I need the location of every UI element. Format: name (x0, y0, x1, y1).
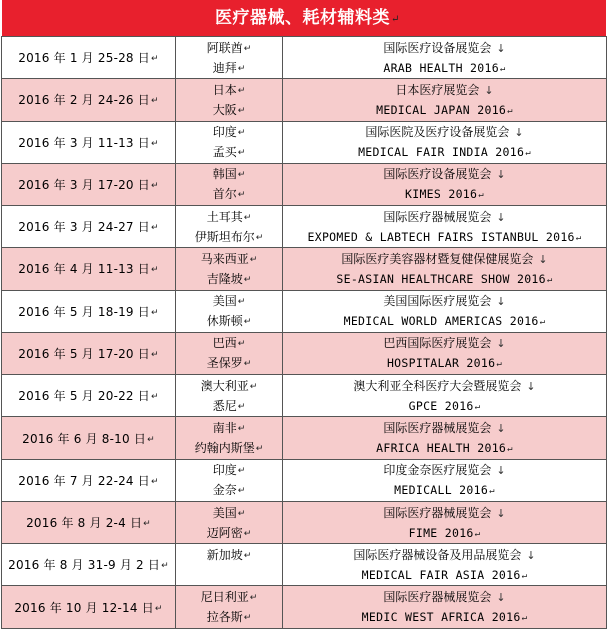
city-text: 金奈 (212, 483, 237, 498)
date-cell (2, 459, 176, 501)
line-break-mark: ↓ (496, 295, 506, 309)
exhibition-en-line (283, 142, 606, 162)
country-text: 南非 (212, 421, 237, 436)
location-cell (176, 332, 283, 374)
exhibition-cell (283, 501, 607, 543)
paragraph-mark: ↵ (489, 486, 495, 497)
exhibition-table (1, 36, 607, 629)
exhibition-cn-line (283, 587, 606, 607)
date-cell (2, 417, 176, 459)
exhibition-cell (283, 206, 607, 248)
exhibition-cn-text: 国际医疗器械展览会 (383, 505, 492, 520)
exhibition-en-line (283, 100, 606, 120)
location-cell (176, 206, 283, 248)
paragraph-mark: ↵ (150, 476, 159, 487)
exhibition-cell (283, 248, 607, 290)
exhibition-en-text: FIME 2016 (408, 525, 474, 540)
country-line (176, 545, 282, 565)
exhibition-cn-text: 国际医疗设备展览会 (383, 40, 492, 55)
country-line (176, 80, 282, 100)
exhibition-cn-line (283, 207, 606, 227)
exhibition-en-line (283, 184, 606, 204)
exhibition-cn-line (283, 333, 606, 353)
table-row (2, 375, 607, 417)
location-cell (176, 501, 283, 543)
exhibition-cn-line (283, 122, 606, 142)
paragraph-mark: ↵ (237, 128, 246, 139)
table-row (2, 248, 607, 290)
table-row (2, 206, 607, 248)
country-text: 印度 (212, 125, 237, 140)
city-line (176, 100, 282, 120)
date-cell (2, 37, 176, 79)
city-line (176, 311, 282, 331)
paragraph-mark: ↵ (249, 254, 258, 265)
exhibition-cn-text: 国际医院及医疗设备展览会 (365, 125, 510, 140)
line-break-mark: ↓ (514, 126, 524, 140)
city-text: 吉隆坡 (206, 271, 243, 286)
exhibition-cn-line (283, 291, 606, 311)
paragraph-mark: ↵ (154, 603, 163, 614)
date-text: 2016 年 1 月 25-28 日 (18, 51, 150, 66)
city-line (176, 396, 282, 416)
exhibition-cn-text: 国际医疗美容器材暨复健保健展览会 (341, 251, 534, 266)
city-line (176, 523, 282, 543)
paragraph-mark: ↵ (161, 561, 169, 572)
city-text: 悉尼 (212, 398, 237, 413)
paragraph-mark: ↵ (507, 444, 513, 455)
paragraph-mark: ↵ (143, 519, 151, 530)
paragraph-mark: ↵ (243, 317, 252, 328)
table-row (2, 290, 607, 332)
exhibition-cn-line (283, 418, 606, 438)
exhibition-cell (283, 586, 607, 628)
paragraph-mark: ↵ (147, 434, 155, 445)
date-text: 2016 年 5 月 20-22 日 (18, 389, 150, 404)
paragraph-mark: ↵ (255, 232, 264, 243)
line-break-mark: ↓ (496, 464, 506, 478)
country-line (176, 418, 282, 438)
exhibition-en-text: SE-ASIAN HEALTHCARE SHOW 2016 (336, 271, 546, 286)
table-row (2, 121, 607, 163)
table-row (2, 586, 607, 628)
exhibition-cell (283, 332, 607, 374)
exhibition-en-text: KIMES 2016 (405, 187, 478, 202)
country-line (176, 291, 282, 311)
line-break-mark: ↓ (496, 337, 506, 351)
paragraph-mark: ↵ (243, 274, 252, 285)
country-text: 美国 (212, 505, 237, 520)
paragraph-mark: ↵ (237, 508, 246, 519)
exhibition-en-text: EXPOMED & LABTECH FAIRS ISTANBUL 2016 (307, 229, 575, 244)
paragraph-mark: ↵ (237, 466, 246, 477)
exhibition-cn-text: 国际医疗器械展览会 (383, 590, 492, 605)
exhibition-en-text: MEDICAL FAIR ASIA 2016 (361, 567, 521, 582)
date-cell (2, 544, 176, 586)
city-text: 圣保罗 (206, 356, 243, 371)
line-break-mark: ↓ (484, 83, 494, 97)
country-text: 韩国 (212, 167, 237, 182)
exhibition-cn-line (283, 545, 606, 565)
date-text: 2016 年 5 月 18-19 日 (18, 304, 150, 319)
country-line (176, 376, 282, 396)
exhibition-en-text: MEDICAL FAIR INDIA 2016 (358, 145, 525, 160)
exhibition-en-text: MEDIC WEST AFRICA 2016 (361, 610, 521, 625)
paragraph-mark: ↵ (478, 190, 484, 201)
paragraph-mark: ↵ (243, 613, 252, 624)
exhibition-cn-line (283, 249, 606, 269)
location-cell (176, 121, 283, 163)
paragraph-mark: ↵ (150, 307, 159, 318)
location-cell (176, 544, 283, 586)
line-break-mark: ↓ (496, 168, 506, 182)
paragraph-mark: ↵ (237, 190, 246, 201)
exhibition-en-line (283, 523, 606, 543)
table-row (2, 501, 607, 543)
exhibition-cell (283, 290, 607, 332)
line-break-mark: ↓ (496, 506, 506, 520)
exhibition-en-text: GPCE 2016 (408, 398, 474, 413)
country-text: 日本 (212, 82, 237, 97)
table-row (2, 163, 607, 205)
table-row (2, 417, 607, 459)
paragraph-mark: ↵ (237, 105, 246, 116)
date-text: 2016 年 3 月 24-27 日 (18, 220, 150, 235)
exhibition-cn-line (283, 80, 606, 100)
country-line (176, 122, 282, 142)
city-text: 大阪 (212, 102, 237, 117)
paragraph-mark: ↵ (546, 274, 553, 285)
exhibition-cn-text: 国际医疗器械展览会 (383, 421, 492, 436)
date-text: 2016 年 10 月 12-14 日 (14, 600, 154, 615)
country-text: 巴西 (212, 336, 237, 351)
paragraph-mark: ↵ (507, 105, 513, 116)
paragraph-mark: ↵ (243, 550, 252, 561)
paragraph-mark: ↵ (237, 297, 246, 308)
exhibition-en-line (283, 480, 606, 500)
city-line (176, 142, 282, 162)
date-text: 2016 年 3 月 17-20 日 (18, 177, 150, 192)
paragraph-mark: ↵ (237, 424, 246, 435)
exhibition-cn-text: 国际医疗器械展览会 (383, 209, 492, 224)
date-cell (2, 121, 176, 163)
exhibition-en-line (283, 565, 606, 585)
country-text: 澳大利亚 (200, 378, 249, 393)
exhibition-cn-text: 国际医疗设备展览会 (383, 167, 492, 182)
location-cell (176, 417, 283, 459)
city-line (176, 607, 282, 627)
paragraph-mark: ↵ (243, 359, 252, 370)
date-text: 2016 年 3 月 11-13 日 (18, 135, 150, 150)
paragraph-mark: ↵ (249, 593, 258, 604)
exhibition-cn-text: 美国国际医疗展览会 (383, 294, 492, 309)
location-cell (176, 37, 283, 79)
location-cell (176, 163, 283, 205)
exhibition-en-text: ARAB HEALTH 2016 (383, 60, 499, 75)
city-text: 迪拜 (212, 60, 237, 75)
city-text: 休斯顿 (206, 314, 243, 329)
table-row (2, 332, 607, 374)
date-cell (2, 206, 176, 248)
exhibition-en-line (283, 227, 606, 247)
country-line (176, 207, 282, 227)
paragraph-mark: ↵ (150, 180, 159, 191)
country-text: 马来西亚 (200, 251, 249, 266)
paragraph-mark: ↵ (237, 486, 246, 497)
exhibition-en-text: MEDICAL WORLD AMERICAS 2016 (343, 314, 539, 329)
paragraph-mark: ↵ (496, 359, 503, 370)
paragraph-mark: ↵ (150, 392, 159, 403)
table-row (2, 79, 607, 121)
date-cell (2, 586, 176, 628)
city-line (176, 227, 282, 247)
exhibition-cell (283, 459, 607, 501)
paragraph-mark: ↵ (150, 349, 159, 360)
line-break-mark: ↓ (526, 548, 536, 562)
city-text: 迈阿密 (206, 525, 243, 540)
exhibition-en-text: HOSPITALAR 2016 (386, 356, 496, 371)
city-text: 约翰内斯堡 (194, 441, 255, 456)
date-text: 2016 年 5 月 17-20 日 (18, 346, 150, 361)
exhibition-en-text: MEDICALL 2016 (394, 483, 489, 498)
country-text: 新加坡 (206, 547, 243, 562)
date-text: 2016 年 8 月 31-9 月 2 日 (8, 558, 161, 573)
exhibition-en-line (283, 396, 606, 416)
exhibition-en-text: AFRICA HEALTH 2016 (376, 441, 507, 456)
date-cell (2, 290, 176, 332)
line-break-mark: ↓ (496, 591, 506, 605)
paragraph-mark: ↵ (499, 63, 506, 74)
date-cell (2, 332, 176, 374)
date-text: 2016 年 6 月 8-10 日 (22, 431, 147, 446)
city-line (176, 58, 282, 78)
paragraph-mark: ↵ (150, 138, 159, 149)
exhibition-cn-text: 国际医疗器械设备及用品展览会 (353, 547, 522, 562)
paragraph-mark: ↵ (474, 528, 481, 539)
paragraph-mark: ↵ (255, 444, 264, 455)
country-text: 印度 (212, 463, 237, 478)
paragraph-mark: ↵ (150, 96, 159, 107)
country-text: 土耳其 (206, 209, 243, 224)
city-text: 首尔 (212, 187, 237, 202)
country-line (176, 249, 282, 269)
paragraph-mark: ↵ (539, 317, 546, 328)
location-cell (176, 290, 283, 332)
line-break-mark: ↓ (538, 252, 548, 266)
country-text: 阿联酋 (206, 40, 243, 55)
country-text: 美国 (212, 294, 237, 309)
paragraph-mark: ↵ (474, 401, 481, 412)
paragraph-mark: ↵ (249, 381, 258, 392)
paragraph-mark: ↵ (575, 232, 582, 243)
paragraph-mark: ↵ (150, 265, 159, 276)
location-cell (176, 79, 283, 121)
date-cell (2, 79, 176, 121)
paragraph-mark: ↵ (243, 43, 252, 54)
table-row (2, 544, 607, 586)
city-line (176, 269, 282, 289)
paragraph-mark: ↵ (525, 148, 531, 159)
city-line (176, 353, 282, 373)
exhibition-cn-line (283, 376, 606, 396)
line-break-mark: ↓ (526, 379, 536, 393)
exhibition-cn-line (283, 164, 606, 184)
exhibition-en-line (283, 269, 606, 289)
exhibition-cell (283, 544, 607, 586)
paragraph-mark: ↵ (243, 212, 252, 223)
paragraph-mark: ↵ (237, 339, 246, 350)
country-line (176, 38, 282, 58)
paragraph-mark: ↵ (237, 170, 246, 181)
exhibition-en-line (283, 438, 606, 458)
country-line (176, 503, 282, 523)
exhibition-cell (283, 121, 607, 163)
city-line (176, 565, 282, 585)
exhibition-en-text: MEDICAL JAPAN 2016 (376, 102, 507, 117)
exhibition-cn-line (283, 38, 606, 58)
exhibition-en-line (283, 58, 606, 78)
date-cell (2, 375, 176, 417)
date-text: 2016 年 4 月 11-13 日 (18, 262, 150, 277)
city-text: 孟买 (212, 145, 237, 160)
table-row (2, 459, 607, 501)
line-break-mark: ↓ (496, 422, 506, 436)
country-line (176, 587, 282, 607)
paragraph-mark: ↵ (391, 14, 400, 25)
country-line (176, 333, 282, 353)
location-cell (176, 586, 283, 628)
paragraph-mark: ↵ (150, 223, 159, 234)
exhibition-cell (283, 79, 607, 121)
section-header (2, 0, 606, 36)
city-line (176, 184, 282, 204)
city-text: 伊斯坦布尔 (194, 229, 255, 244)
exhibition-en-line (283, 353, 606, 373)
exhibition-en-line (283, 607, 606, 627)
exhibition-cell (283, 37, 607, 79)
exhibition-cell (283, 375, 607, 417)
date-cell (2, 248, 176, 290)
exhibition-cell (283, 163, 607, 205)
exhibition-cn-line (283, 503, 606, 523)
exhibition-cn-text: 印度金奈医疗展览会 (383, 463, 492, 478)
exhibition-cn-line (283, 460, 606, 480)
country-line (176, 164, 282, 184)
location-cell (176, 459, 283, 501)
exhibition-cn-text: 巴西国际医疗展览会 (383, 336, 492, 351)
city-line (176, 480, 282, 500)
table-body (2, 37, 607, 629)
paragraph-mark: ↵ (237, 401, 246, 412)
line-break-mark: ↓ (496, 210, 506, 224)
date-cell (2, 501, 176, 543)
paragraph-mark: ↵ (237, 63, 246, 74)
paragraph-mark: ↵ (237, 85, 246, 96)
date-text: 2016 年 2 月 24-26 日 (18, 93, 150, 108)
table-row (2, 37, 607, 79)
paragraph-mark: ↵ (237, 148, 246, 159)
paragraph-mark: ↵ (521, 570, 528, 581)
country-text: 尼日利亚 (200, 590, 249, 605)
date-text: 2016 年 7 月 22-24 日 (18, 473, 150, 488)
city-line (176, 438, 282, 458)
exhibition-en-line (283, 311, 606, 331)
date-cell (2, 163, 176, 205)
country-line (176, 460, 282, 480)
exhibition-cn-text: 澳大利亚全科医疗大会暨展览会 (353, 378, 522, 393)
line-break-mark: ↓ (496, 41, 506, 55)
paragraph-mark: ↵ (150, 54, 159, 65)
paragraph-mark: ↵ (243, 528, 252, 539)
exhibition-cell (283, 417, 607, 459)
header-title: 医疗器械、耗材辅料类 (215, 8, 390, 28)
date-text: 2016 年 8 月 2-4 日 (26, 516, 143, 531)
location-cell (176, 375, 283, 417)
city-text: 拉各斯 (206, 610, 243, 625)
paragraph-mark: ↵ (521, 613, 528, 624)
location-cell (176, 248, 283, 290)
exhibition-cn-text: 日本医疗展览会 (395, 82, 480, 97)
